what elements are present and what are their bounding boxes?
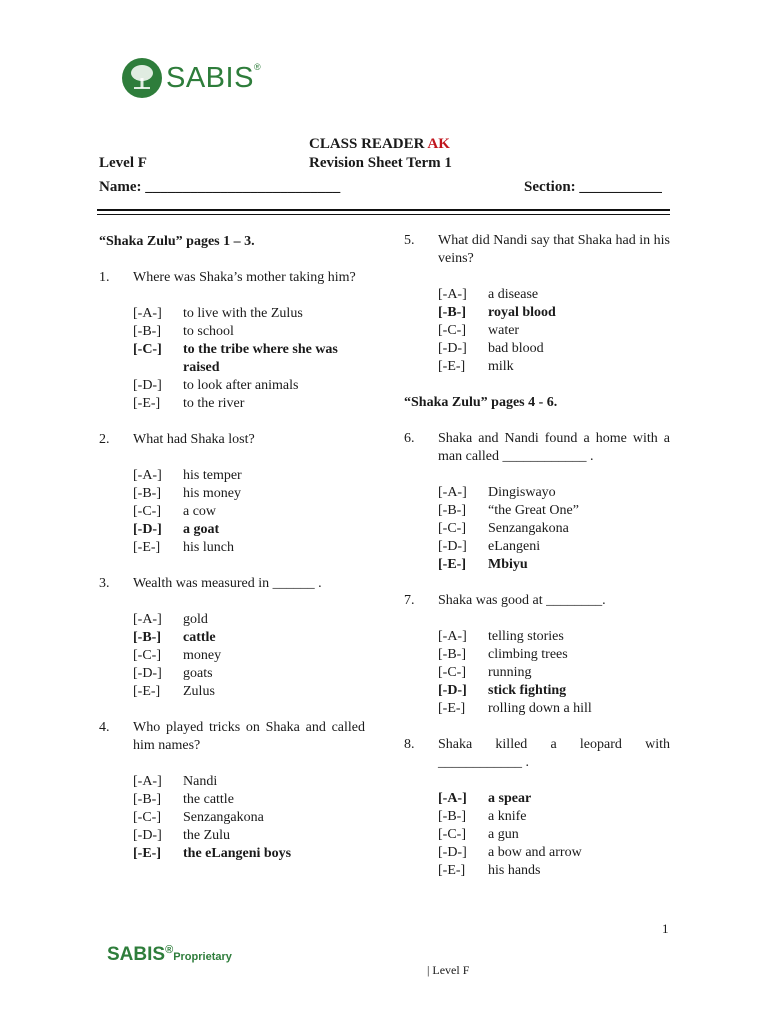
question-6: 6. Shaka and Nandi found a home with a man called ____________ .	[404, 431, 670, 464]
question-2: 2. What had Shaka lost?	[99, 432, 255, 447]
question-1: 1. Where was Shaka’s mother taking him?	[99, 270, 356, 285]
option-b: [-B-] a knife	[438, 809, 527, 824]
option-d: [-D-] the Zulu	[133, 828, 231, 843]
option-e-correct: [-E-] the eLangeni boys	[133, 846, 292, 861]
option-b: [-B-] the cattle	[133, 792, 234, 807]
option-a: [-A-] Nandi	[133, 774, 218, 789]
tree-emblem-icon	[122, 58, 162, 98]
option-e: [-E-] rolling down a hill	[438, 701, 592, 716]
option-a: [-A-] a disease	[438, 287, 539, 302]
options-list	[438, 286, 670, 376]
option-b-correct: [-B-] cattle	[133, 630, 216, 645]
page-subtitle: Revision Sheet Term 1	[309, 155, 452, 171]
page-number: 1	[662, 921, 669, 936]
option-b: [-B-] to school	[133, 324, 234, 339]
options-list	[133, 467, 365, 557]
page-title: CLASS READER AK	[309, 136, 450, 152]
section-heading: “Shaka Zulu” pages 4 - 6.	[404, 395, 558, 410]
option-e: [-E-] to the river	[133, 396, 245, 411]
question-3: 3. Wealth was measured in ______ .	[99, 576, 322, 591]
footer-logo: SABIS®Proprietary	[107, 944, 232, 965]
option-c: [-C-] water	[438, 323, 520, 338]
option-c: [-C-] a cow	[133, 504, 217, 519]
option-e: [-E-] milk	[438, 359, 514, 374]
option-e-correct: [-E-] Mbiyu	[438, 557, 528, 572]
option-a: [-A-] gold	[133, 612, 208, 627]
sabis-logo	[122, 58, 262, 102]
option-a: [-A-] to live with the Zulus	[133, 306, 303, 321]
options-list	[438, 790, 670, 880]
option-d: [-D-] eLangeni	[438, 539, 541, 554]
option-c: [-C-] a gun	[438, 827, 519, 842]
option-d-correct: [-D-] stick fighting	[438, 683, 567, 698]
section-heading: “Shaka Zulu” pages 1 – 3.	[99, 234, 255, 249]
option-d-correct: [-D-] a goat	[133, 522, 220, 537]
option-b-correct: [-B-] royal blood	[438, 305, 556, 320]
option-d: [-D-] goats	[133, 666, 213, 681]
option-a: [-A-] telling stories	[438, 629, 564, 644]
option-d: [-D-] bad blood	[438, 341, 544, 356]
option-b: [-B-] climbing trees	[438, 647, 568, 662]
header-divider-thin	[97, 214, 670, 215]
options-list	[438, 484, 670, 574]
option-e: [-E-] his hands	[438, 863, 541, 878]
option-e: [-E-] Zulus	[133, 684, 215, 699]
option-c: [-C-] Senzangakona	[133, 810, 264, 825]
level-label: Level F	[99, 155, 147, 171]
option-c-correct: [-C-] to the tribe where she was raised	[133, 342, 338, 375]
header-divider-thick	[97, 209, 670, 211]
question-7: 7. Shaka was good at ________.	[404, 593, 606, 608]
option-e: [-E-] his lunch	[133, 540, 234, 555]
question-5: 5. What did Nandi say that Shaka had in his veins?	[404, 233, 670, 266]
option-a-correct: [-A-] a spear	[438, 791, 532, 806]
option-d: [-D-] a bow and arrow	[438, 845, 582, 860]
option-d: [-D-] to look after animals	[133, 378, 299, 393]
option-a: [-A-] his temper	[133, 468, 242, 483]
question-8: 8. Shaka killed a leopard with ____________ .	[404, 737, 670, 770]
option-a: [-A-] Dingiswayo	[438, 485, 556, 500]
answer-key-label: AK	[427, 136, 450, 152]
option-c: [-C-] Senzangakona	[438, 521, 569, 536]
option-b: [-B-] his money	[133, 486, 241, 501]
footer-level: | Level F	[427, 963, 470, 977]
left-column	[99, 233, 365, 881]
option-b: [-B-] “the Great One”	[438, 503, 579, 518]
right-column	[404, 232, 670, 898]
option-c: [-C-] running	[438, 665, 532, 680]
name-field: Name: __________________________	[99, 179, 341, 195]
options-list	[133, 611, 365, 701]
section-field: Section: ___________	[524, 179, 662, 195]
options-list	[438, 628, 670, 718]
option-c: [-C-] money	[133, 648, 222, 663]
options-list	[133, 773, 365, 863]
options-list	[133, 305, 365, 413]
question-4: 4. Who played tricks on Shaka and called him names?	[99, 720, 365, 753]
logo-wordmark: SABIS®	[166, 62, 262, 94]
